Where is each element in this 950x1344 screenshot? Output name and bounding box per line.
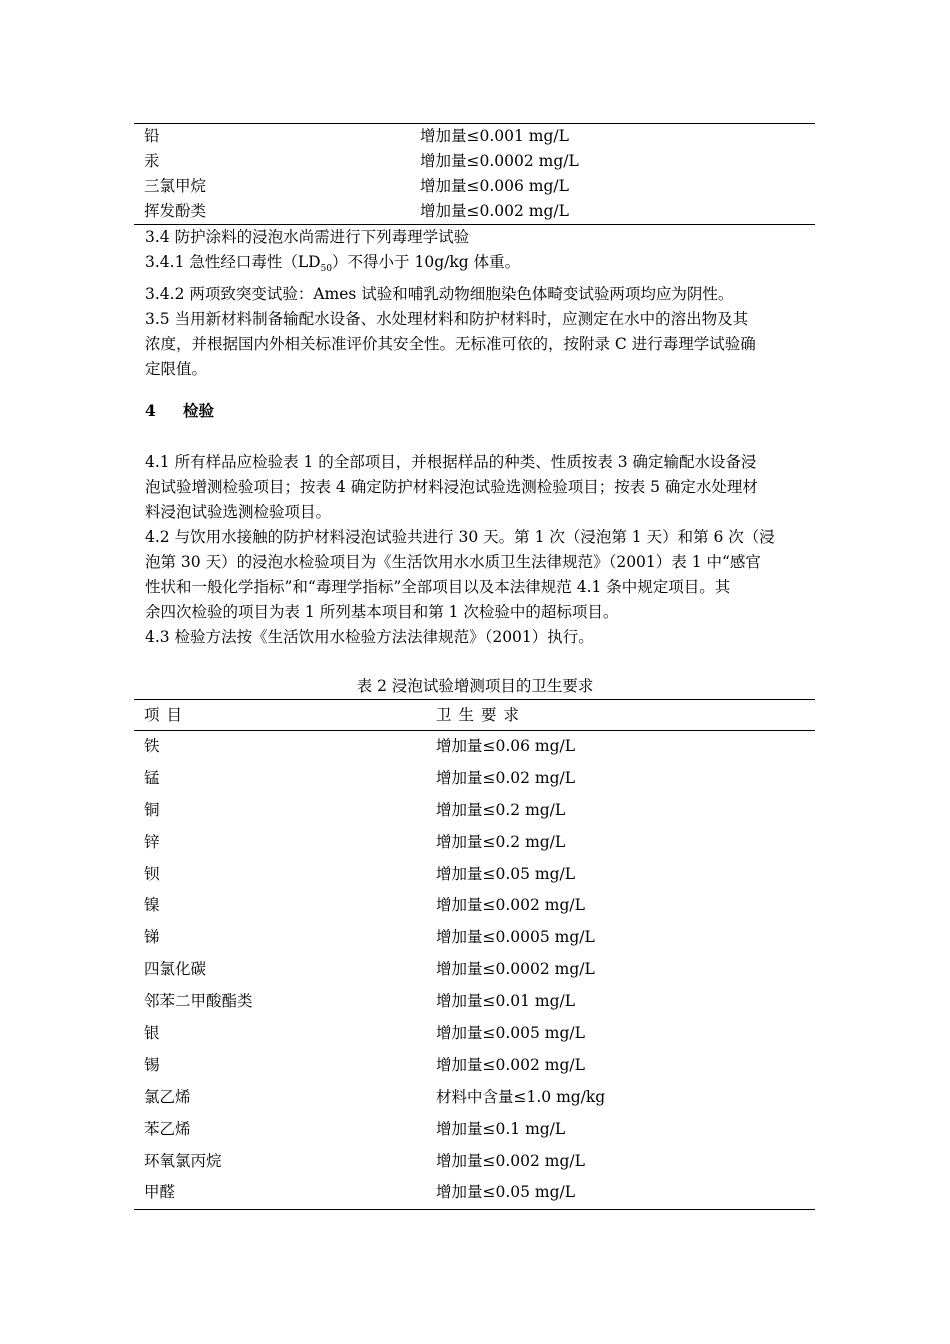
item-cell: 锑 <box>144 928 160 947</box>
paragraph-4-1-line: 泡试验增测检验项目；按表 4 确定防护材料浸泡试验选测检验项目；按表 5 确定水处理材 <box>145 478 758 496</box>
item-cell: 铅 <box>144 127 160 145</box>
requirement-cell: 增加量≤0.0005 mg/L <box>436 928 595 947</box>
paragraph-4-1-line: 料浸泡试验选测检验项目。 <box>145 503 332 521</box>
paragraph-4-2-line: 性状和一般化学指标”和“毒理学指标”全部项目以及本法律规范 4.1 条中规定项目。其 <box>145 578 731 596</box>
table-row <box>134 890 815 922</box>
item-cell: 汞 <box>144 152 160 170</box>
requirement-cell: 增加量≤0.02 mg/L <box>436 768 576 787</box>
table-row <box>134 199 815 224</box>
section-title: 检验 <box>183 401 215 420</box>
paragraph-3-5-line: 浓度，并根据国内外相关标准评价其安全性。无标准可依的，按附录 C 进行毒理学试验确 <box>145 335 756 354</box>
paragraph-3-4: 3.4 防护涂料的浸泡水尚需进行下列毒理学试验 <box>145 228 470 246</box>
item-cell: 铁 <box>144 737 160 755</box>
table-row <box>134 827 815 859</box>
item-cell: 四氯化碳 <box>144 960 207 979</box>
requirement-cell: 增加量≤0.002 mg/L <box>436 896 585 915</box>
table-row <box>134 149 815 174</box>
paragraph-3-4-1 <box>145 250 815 282</box>
header-requirement: 卫生要求 <box>436 706 527 724</box>
section-number: 4 <box>145 401 156 420</box>
table-2 <box>134 699 815 1210</box>
subscript-50: 50 <box>320 264 333 275</box>
item-cell: 锌 <box>144 832 160 851</box>
text-part: ）不得小于 10g/kg 体重。 <box>332 253 521 271</box>
table-row <box>134 1050 815 1082</box>
item-cell: 锰 <box>144 768 160 787</box>
table-row <box>134 795 815 827</box>
item-cell: 铜 <box>144 800 160 819</box>
item-cell: 镍 <box>144 896 160 915</box>
table-row <box>134 986 815 1018</box>
table-row <box>134 763 815 795</box>
item-cell: 苯乙烯 <box>144 1119 191 1138</box>
item-cell: 三氯甲烷 <box>144 177 207 195</box>
requirement-cell: 增加量≤0.2 mg/L <box>436 800 566 819</box>
requirement-cell: 增加量≤0.05 mg/L <box>436 1183 576 1202</box>
table-row <box>134 1177 815 1209</box>
paragraph-3-5-line: 3.5 当用新材料制备输配水设备、水处理材料和防护材料时，应测定在水中的溶出物及其 <box>145 310 749 329</box>
requirement-cell: 增加量≤0.005 mg/L <box>436 1024 585 1043</box>
requirement-cell: 增加量≤0.01 mg/L <box>436 992 576 1011</box>
table-row <box>134 1146 815 1178</box>
requirement-cell: 增加量≤0.0002 mg/L <box>420 152 579 170</box>
requirement-cell: 增加量≤0.002 mg/L <box>420 202 569 220</box>
item-cell: 锡 <box>144 1055 160 1074</box>
item-cell: 氯乙烯 <box>144 1087 191 1106</box>
item-cell: 环氧氯丙烷 <box>144 1151 222 1170</box>
item-cell: 钡 <box>144 864 160 883</box>
header-item: 项目 <box>144 706 190 724</box>
item-cell: 银 <box>144 1024 160 1043</box>
requirement-cell: 增加量≤0.006 mg/L <box>420 177 569 195</box>
section-4-paragraphs <box>145 450 815 650</box>
section-3-paragraphs <box>145 225 815 382</box>
requirement-cell: 材料中含量≤1.0 mg/kg <box>436 1087 606 1106</box>
table-row <box>134 1018 815 1050</box>
requirement-cell: 增加量≤0.0002 mg/L <box>436 960 595 979</box>
paragraph-3-4-2: 3.4.2 两项致突变试验：Ames 试验和哺乳动物细胞染色体畸变试验两项均应为阴性。 <box>145 285 734 304</box>
requirement-cell: 增加量≤0.001 mg/L <box>420 127 569 145</box>
table-row <box>134 731 815 763</box>
table-row <box>134 859 815 891</box>
paragraph-4-1-line: 4.1 所有样品应检验表 1 的全部项目，并根据样品的种类、性质按表 3 确定输配水设备浸 <box>145 453 757 471</box>
paragraph-4-2-line: 4.2 与饮用水接触的防护材料浸泡试验共进行 30 天。第 1 次（浸泡第 1 天）和第 6 次（浸 <box>145 528 775 546</box>
table-1-continuation <box>134 123 815 225</box>
table-row <box>134 1082 815 1114</box>
table-row <box>134 1114 815 1146</box>
table-row <box>134 124 815 149</box>
requirement-cell: 增加量≤0.2 mg/L <box>436 832 566 851</box>
text-part: 3.4.1 急性经口毒性（LD <box>145 253 321 271</box>
table-row <box>134 922 815 954</box>
table-2-caption: 表 2 浸泡试验增测项目的卫生要求 <box>356 677 594 695</box>
table-row <box>134 174 815 199</box>
requirement-cell: 增加量≤0.06 mg/L <box>436 737 576 755</box>
requirement-cell: 增加量≤0.05 mg/L <box>436 864 576 883</box>
table-header-row <box>134 700 815 731</box>
section-4-heading <box>145 400 214 422</box>
paragraph-4-2-line: 泡第 30 天）的浸泡水检验项目为《生活饮用水水质卫生法律规范》（2001）表 1 中“感官 <box>145 553 761 571</box>
paragraph-4-2-line: 余四次检验的项目为表 1 所列基本项目和第 1 次检验中的超标项目。 <box>145 603 619 621</box>
item-cell: 甲醛 <box>144 1183 176 1202</box>
paragraph-3-5-line: 定限值。 <box>145 360 208 379</box>
paragraph-4-3: 4.3 检验方法按《生活饮用水检验方法法律规范》（2001）执行。 <box>145 628 594 646</box>
requirement-cell: 增加量≤0.002 mg/L <box>436 1055 585 1074</box>
requirement-cell: 增加量≤0.1 mg/L <box>436 1119 566 1138</box>
item-cell: 挥发酚类 <box>144 202 207 220</box>
requirement-cell: 增加量≤0.002 mg/L <box>436 1151 585 1170</box>
item-cell: 邻苯二甲酸酯类 <box>144 992 253 1011</box>
table-row <box>134 954 815 986</box>
